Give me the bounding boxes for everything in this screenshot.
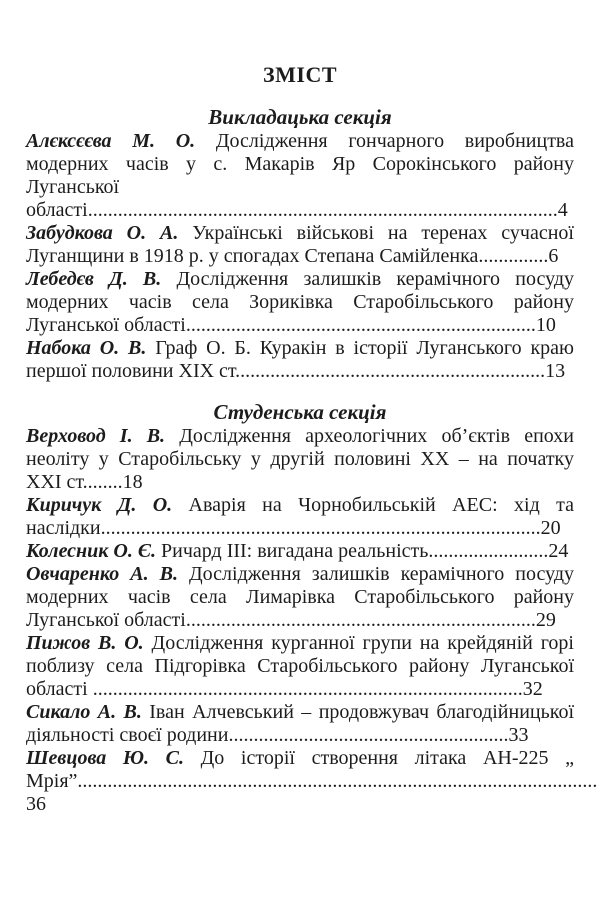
entry-title: Українські військові на теренах сучасної Луганщини в 1918 р. у спогадах Степана Самійленка bbox=[26, 222, 574, 267]
entry-author: Колесник О. Є. bbox=[26, 540, 157, 562]
entry-title: Дослідження гончарного виробництва модерних часів у с. Макарів Яр Сорокінського району Луганської області bbox=[26, 130, 574, 221]
entry-title: Дослідження курганної групи на крейдяній горі поблизу села Підгорівка Старобільського району Луганської області bbox=[26, 632, 574, 700]
dot-leader: ...................................................................... bbox=[185, 314, 536, 336]
entry-author: Шевцова Ю. С. bbox=[26, 747, 184, 769]
entry-page-number: 13 bbox=[545, 360, 566, 382]
dot-leader: ........................ bbox=[428, 540, 549, 562]
toc-section bbox=[26, 399, 598, 816]
entry-title: Аварія на Чорнобильській АЕС: хід та наслідки bbox=[26, 494, 574, 539]
entry-title: Ричард III: вигадана реальність bbox=[156, 540, 429, 562]
toc-entry bbox=[26, 494, 574, 540]
dot-leader: ...................................................................................... bbox=[87, 678, 523, 700]
entry-title: Граф О. Б. Куракін в історії Луганського краю першої половини XIX ст bbox=[26, 337, 574, 382]
entry-author: Лебедєв Д. В. bbox=[26, 268, 162, 290]
entry-page-number: 36 bbox=[26, 793, 46, 815]
toc-entry bbox=[26, 632, 574, 701]
entry-page-number: 29 bbox=[535, 609, 556, 631]
entry-title: Дослідження археологічних об’єктів епохи неоліту у Старобільську у другій половині XX – на початку XXI ст bbox=[26, 425, 574, 493]
entry-author: Сикало А. В. bbox=[26, 701, 142, 723]
toc-entry bbox=[26, 563, 574, 632]
toc-entry bbox=[26, 425, 574, 494]
entry-author: Пижов В. О. bbox=[26, 632, 144, 654]
section-heading: Викладацька секція bbox=[208, 105, 392, 129]
section-heading: Студенська секція bbox=[213, 400, 387, 424]
section-entries bbox=[26, 130, 574, 383]
entry-page-number: 18 bbox=[122, 471, 143, 493]
entry-page-number: 10 bbox=[535, 314, 556, 336]
dot-leader: .............................................................................................. bbox=[87, 199, 558, 221]
entry-page-number: 32 bbox=[522, 678, 543, 700]
entry-page-number: 24 bbox=[548, 540, 569, 562]
entry-page-number: 4 bbox=[557, 199, 568, 221]
toc-section bbox=[26, 104, 574, 383]
dot-leader: ........ bbox=[82, 471, 123, 493]
toc-entry bbox=[26, 268, 574, 337]
dot-leader: ...................................................................... bbox=[185, 609, 536, 631]
entry-author: Алєксєєва М. О. bbox=[26, 130, 196, 152]
entry-author: Забудкова О. А. bbox=[26, 222, 179, 244]
toc-sections bbox=[26, 104, 598, 816]
entry-title: Іван Алчевський – продовжувач благодійницької діяльності своєї родини bbox=[26, 701, 574, 746]
entry-author: Набока О. В. bbox=[26, 337, 147, 359]
dot-leader: ........................................................ bbox=[228, 724, 509, 746]
entry-page-number: 20 bbox=[540, 517, 561, 539]
toc-entry bbox=[26, 701, 574, 747]
toc-entry bbox=[26, 540, 574, 563]
entry-page-number: 33 bbox=[508, 724, 529, 746]
entry-title: До історії створення літака АН-225 „ Мрія” bbox=[26, 747, 575, 792]
toc-entry bbox=[26, 130, 574, 222]
entry-title: Дослідження залишків керамічного посуду модерних часів села Зориківка Старобільського району Луганської області bbox=[26, 268, 574, 336]
entry-author: Овчаренко А. В. bbox=[26, 563, 178, 585]
entry-author: Верховод І. В. bbox=[26, 425, 166, 447]
page-title: ЗМІСТ bbox=[263, 62, 337, 87]
dot-leader: ........................................................................................................ bbox=[77, 770, 598, 792]
section-entries bbox=[26, 425, 598, 816]
toc-entry bbox=[26, 222, 574, 268]
entry-author: Киричук Д. О. bbox=[26, 494, 173, 516]
dot-leader: ........................................................................................ bbox=[100, 517, 541, 539]
dot-leader: .............. bbox=[478, 245, 549, 267]
entry-page-number: 6 bbox=[548, 245, 559, 267]
dot-leader: .............................................................. bbox=[235, 360, 546, 382]
entry-title: Дослідження залишків керамічного посуду модерних часів села Лимарівка Старобільського району Луганської області bbox=[26, 563, 575, 631]
toc-entry bbox=[26, 747, 598, 816]
toc-entry bbox=[26, 337, 574, 383]
